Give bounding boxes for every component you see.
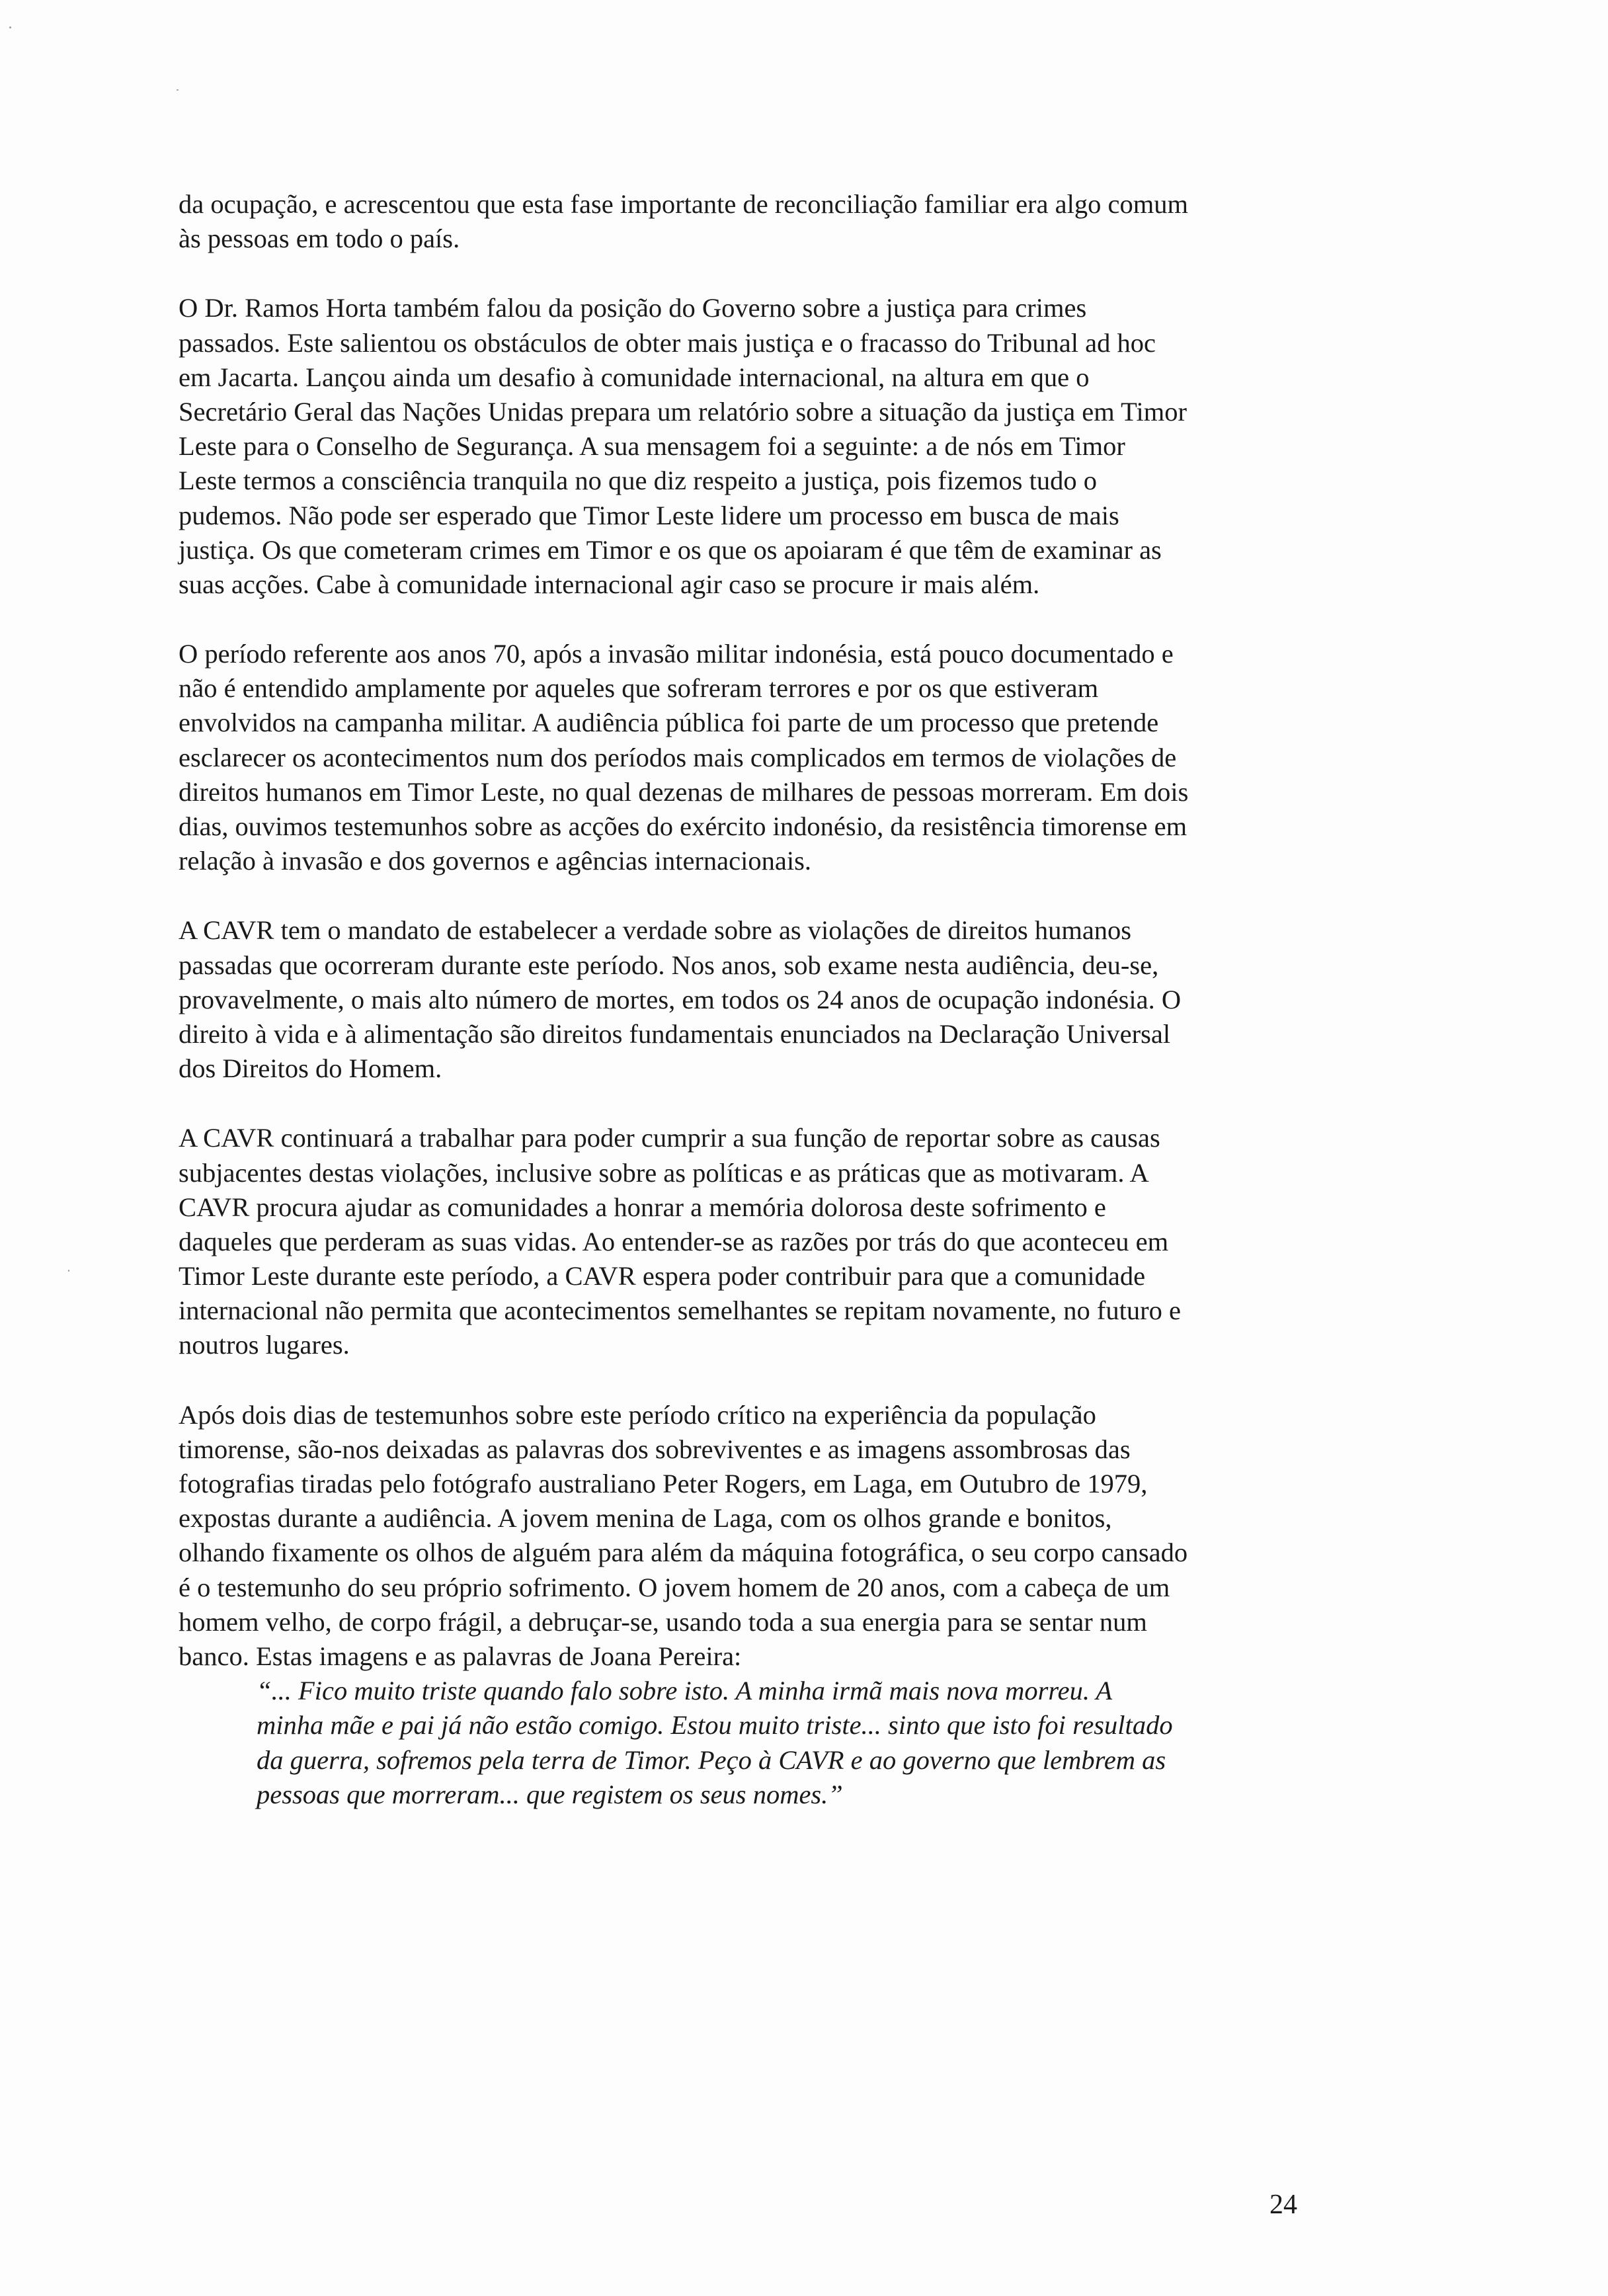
text-line: envolvidos na campanha militar. A audiência pública foi parte de um processo que pretende (179, 708, 1159, 738)
text-line: dias, ouvimos testemunhos sobre as acções do exército indonésio, da resistência timorense em (179, 811, 1187, 841)
text-line: Secretário Geral das Nações Unidas prepara um relatório sobre a situação da justiça em Timor (179, 396, 1187, 427)
quote-line: da guerra, sofremos pela terra de Timor. Peço à CAVR e ao governo que lembrem as (257, 1744, 1166, 1775)
testimony-quote (257, 1674, 1342, 1812)
scan-speck (9, 26, 11, 28)
text-line: direitos humanos em Timor Leste, no qual dezenas de milhares de pessoas morreram. Em dois (179, 776, 1189, 807)
text-line: em Jacarta. Lançou ainda um desafio à comunidade internacional, na altura em que o (179, 362, 1090, 392)
quote-line: “... Fico muito triste quando falo sobre isto. A minha irmã mais nova morreu. A (257, 1676, 1113, 1706)
text-line: daqueles que perderam as suas vidas. Ao entender-se as razões por trás do que aconteceu em (179, 1226, 1169, 1256)
text-line: esclarecer os acontecimentos num dos períodos mais complicados em termos de violações de (179, 742, 1177, 772)
text-line: CAVR procura ajudar as comunidades a honrar a memória dolorosa deste sofrimento e (179, 1192, 1106, 1222)
scan-speck (177, 89, 179, 91)
text-line: O Dr. Ramos Horta também falou da posição do Governo sobre a justiça para crimes (179, 293, 1087, 323)
text-line: internacional não permita que acontecimentos semelhantes se repitam novamente, no futuro e (179, 1295, 1181, 1326)
text-line: olhando fixamente os olhos de alguém para além da máquina fotográfica, o seu corpo cansado (179, 1538, 1188, 1568)
text-line: é o testemunho do seu próprio sofrimento. O jovem homem de 20 anos, com a cabeça de um (179, 1572, 1170, 1602)
text-line: A CAVR tem o mandato de estabelecer a verdade sobre as violações de direitos humanos (179, 915, 1132, 946)
text-line: subjacentes destas violações, inclusive sobre as políticas e as práticas que as motivaram. A (179, 1157, 1149, 1188)
text-line: homem velho, de corpo frágil, a debruçar-se, usando toda a sua energia para se sentar num (179, 1606, 1147, 1637)
text-line: da ocupação, e acrescentou que esta fase importante de reconciliação familiar era algo comum (179, 189, 1188, 219)
paragraph (179, 291, 1342, 602)
text-line: banco. Estas imagens e as palavras de Joana Pereira: (179, 1641, 742, 1671)
text-line: passados. Este salientou os obstáculos de obter mais justiça e o fracasso do Tribunal ad hoc (179, 327, 1156, 358)
text-line: O período referente aos anos 70, após a invasão militar indonésia, está pouco documentado e (179, 639, 1174, 669)
paragraph (179, 187, 1342, 256)
text-line: Após dois dias de testemunhos sobre este período crítico na experiência da população (179, 1399, 1096, 1430)
text-line: Leste termos a consciência tranquila no que diz respeito a justiça, pois fizemos tudo o (179, 466, 1097, 496)
text-line: justiça. Os que cometeram crimes em Timor e os que os apoiaram é que têm de examinar as (179, 534, 1162, 565)
paragraph (179, 1398, 1342, 1674)
text-line: não é entendido amplamente por aqueles que sofreram terrores e por os que estiveram (179, 673, 1099, 704)
quote-line: pessoas que morreram... que registem os seus nomes.” (257, 1779, 843, 1809)
paragraph (179, 637, 1342, 878)
paragraph (179, 1121, 1342, 1362)
text-line: direito à vida e à alimentação são direitos fundamentais enunciados na Declaração Universal (179, 1018, 1171, 1049)
text-line: pudemos. Não pode ser esperado que Timor Leste lidere um processo em busca de mais (179, 500, 1119, 530)
text-line: provavelmente, o mais alto número de mortes, em todos os 24 anos de ocupação indonésia. O (179, 984, 1182, 1014)
page-number: 24 (1269, 2190, 1297, 2220)
text-line: Leste para o Conselho de Segurança. A sua mensagem foi a seguinte: a de nós em Timor (179, 431, 1125, 462)
text-line: expostas durante a audiência. A jovem menina de Laga, com os olhos grande e bonitos, (179, 1503, 1112, 1534)
text-line: A CAVR continuará a trabalhar para poder cumprir a sua função de reportar sobre as causas (179, 1123, 1160, 1153)
text-line: passadas que ocorreram durante este período. Nos anos, sob exame nesta audiência, deu-se, (179, 950, 1159, 980)
text-line: relação à invasão e dos governos e agências internacionais. (179, 846, 811, 876)
text-line: suas acções. Cabe à comunidade internacional agir caso se procure ir mais além. (179, 569, 1040, 599)
text-line: fotografias tiradas pelo fotógrafo australiano Peter Rogers, em Laga, em Outubro de 1979, (179, 1469, 1148, 1498)
paragraph (179, 913, 1342, 1086)
quote-line: minha mãe e pai já não estão comigo. Estou muito triste... sinto que isto foi resultado (257, 1710, 1173, 1741)
text-line: timorense, são-nos deixadas as palavras dos sobreviventes e as imagens assombrosas das (179, 1434, 1131, 1464)
document-body (179, 187, 1342, 1812)
text-line: dos Direitos do Homem. (179, 1053, 442, 1084)
text-line: às pessoas em todo o país. (179, 224, 460, 254)
text-line: noutros lugares. (179, 1330, 350, 1360)
scan-speck (68, 1270, 69, 1272)
text-line: Timor Leste durante este período, a CAVR espera poder contribuir para que a comunidade (179, 1261, 1146, 1292)
